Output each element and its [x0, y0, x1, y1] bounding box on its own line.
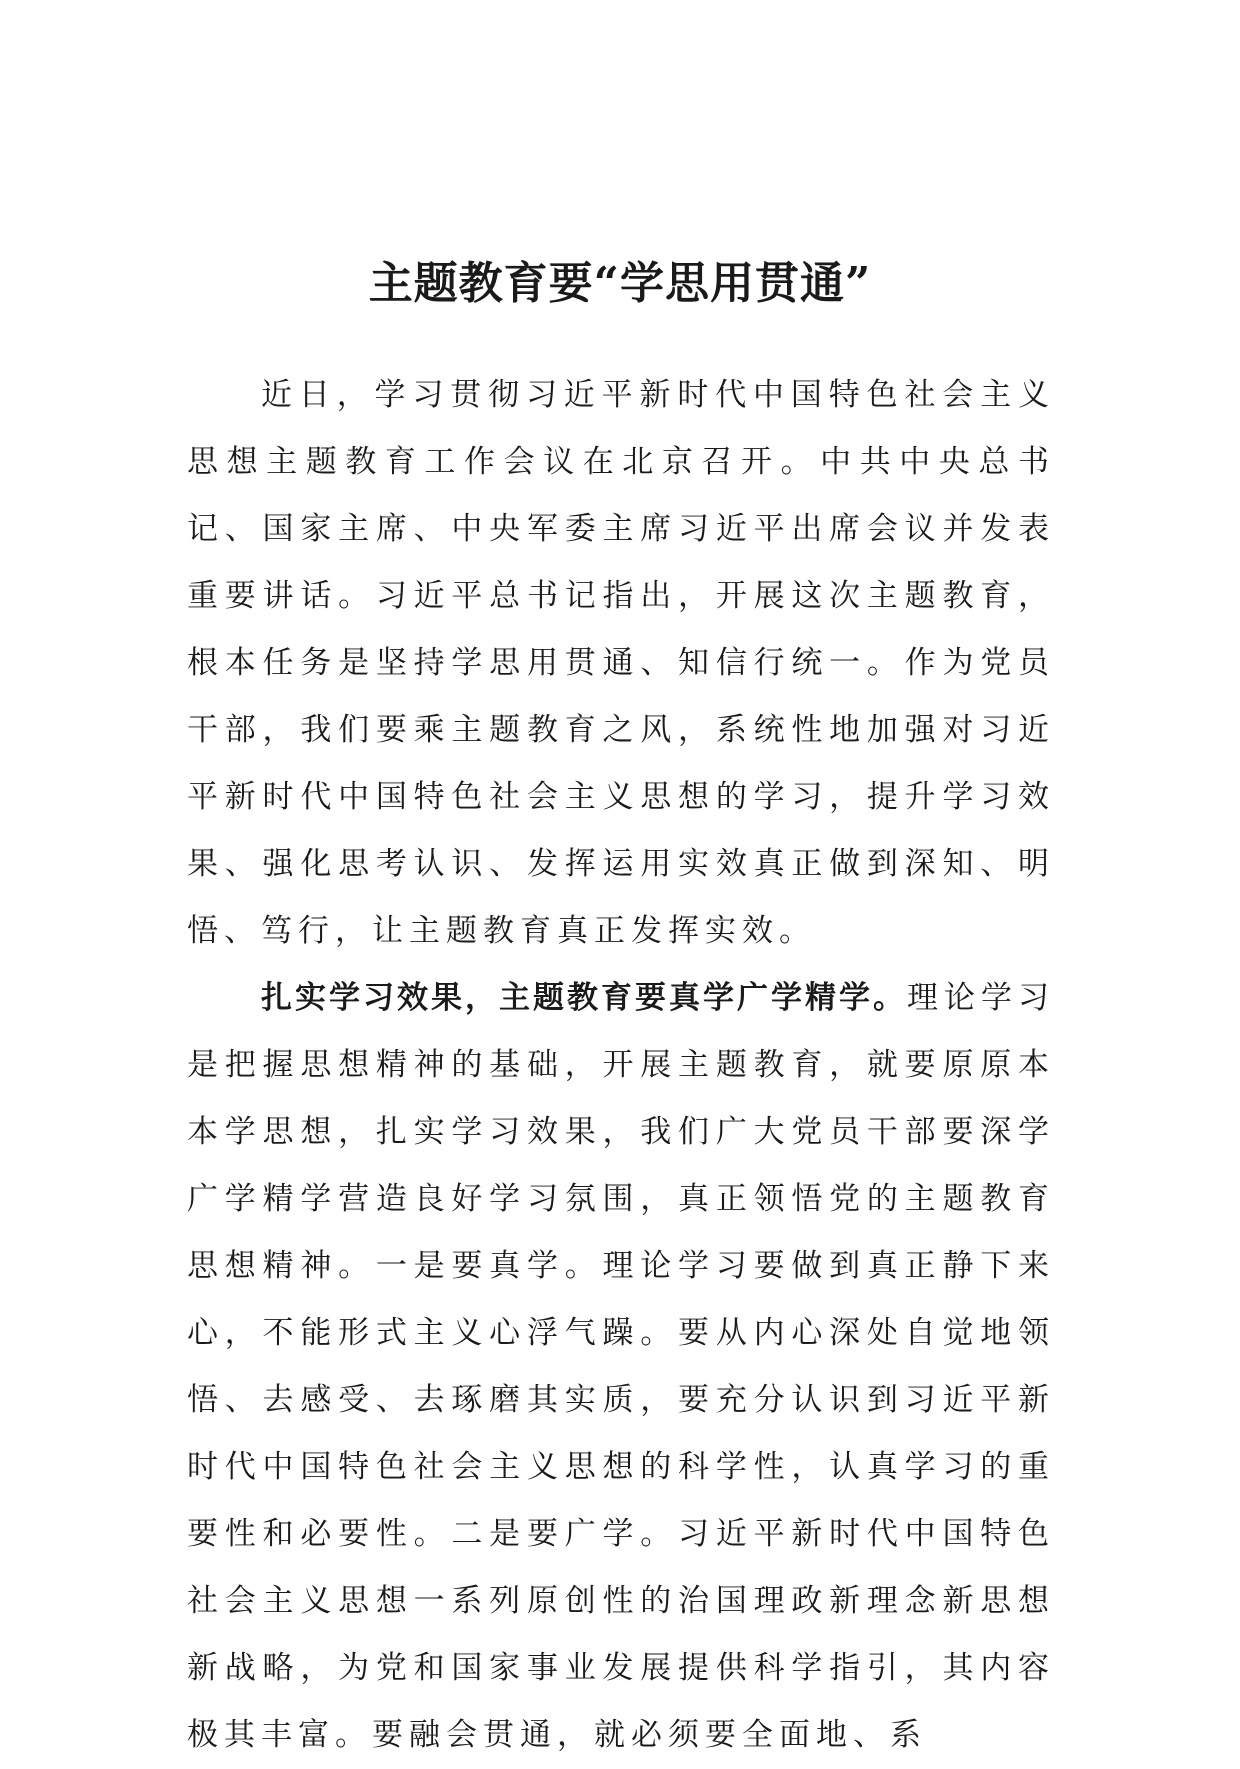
paragraph-intro — [187, 362, 1055, 965]
paragraph-lead-heading: 扎实学习效果，主题教育要真学广学精学。 — [261, 980, 907, 1016]
paragraph-study-effect — [187, 965, 1055, 1769]
document-title: 主题教育要“学思用贯通” — [368, 258, 872, 310]
paragraph-text: 理论学习是把握思想精神的基础，开展主题教育，就要原原本本学思想，扎实学习效果，我们广大党员干部要深学广学精学营造良好学习氛围，真正领悟党的主题教育思想精神。一是要真学。理论学习要做到真正静下来心，不能形式主义心浮气躁。要从内心深处自觉地领悟、去感受、去琢磨其实质，要充分认识到习近平新时代中国特色社会主义思想的科学性，认真学习的重要性和必要性。二是要广学。习近平新时代中国特色社会主义思想一系列原创性的治国理政新理念新思想新战略，为党和国家事业发展提供科学指引，其内容极其丰富。要融会贯通，就必须要全面地、系 — [187, 980, 1055, 1753]
document-body — [187, 362, 1055, 1769]
paragraph-text: 近日，学习贯彻习近平新时代中国特色社会主义思想主题教育工作会议在北京召开。中共中央总书记、国家主席、中央军委主席习近平出席会议并发表重要讲话。习近平总书记指出，开展这次主题教育，根本任务是坚持学思用贯通、知信行统一。作为党员干部，我们要乘主题教育之风，系统性地加强对习近平新时代中国特色社会主义思想的学习，提升学习效果、强化思考认识、发挥运用实效真正做到深知、明悟、笃行，让主题教育真正发挥实效。 — [187, 377, 1055, 949]
